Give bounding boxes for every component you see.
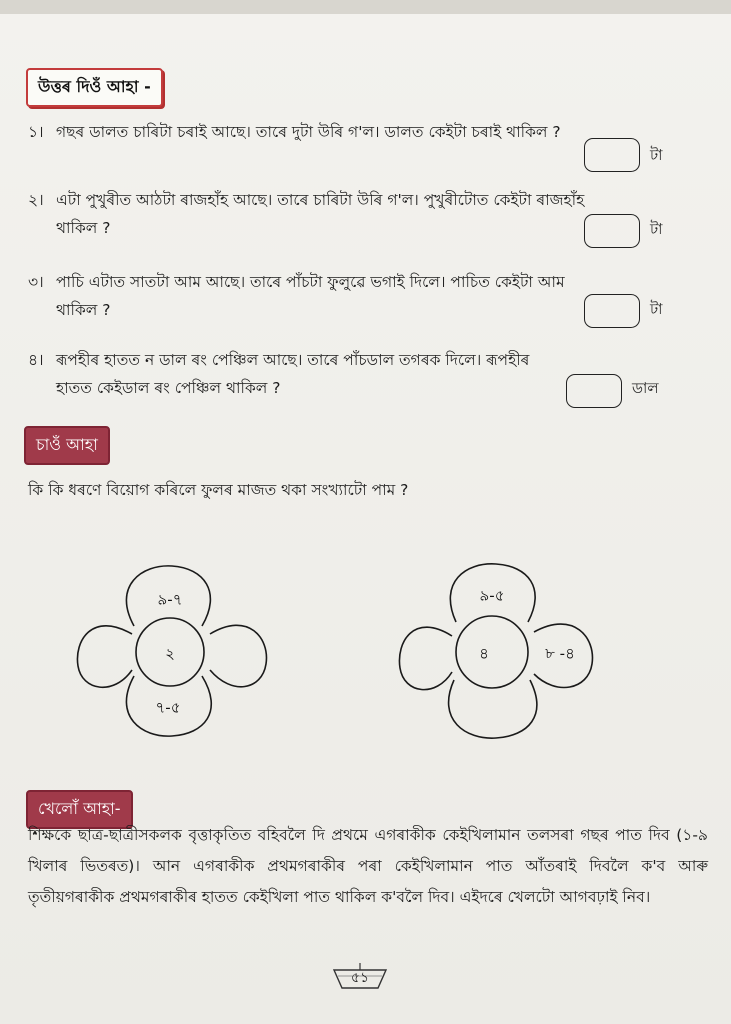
question-number: ১। xyxy=(28,123,44,141)
question-text-cont: থাকিল ? xyxy=(56,219,111,237)
activity-paragraph: শিক্ষকে ছাত্ৰ-ছাত্ৰীসকলক বৃত্তাকৃতিত বহিবলৈ দি প্ৰথমে এগৰাকীক কেইখিলামান তলসৰা গছৰ পাত দিব (১-৯ খিলাৰ ভিতৰত)। আন এগৰাকীক প্ৰথমগৰাকীৰ পৰা কেইখিলামান পাত আঁতৰাই দিবলৈ ক'ব আৰু তৃতীয়গৰাকীক প্ৰথমগৰাকীৰ হাতত কেইখিলা পাত থাকিল ক'বলৈ দিব। এইদৰে খেলটো আগবঢ়াই নিব। xyxy=(28,826,708,906)
petal-right xyxy=(210,625,266,686)
flower-diagram-1 xyxy=(72,556,272,750)
page-number-badge xyxy=(330,962,390,992)
petal-top-label: ৯-৭ xyxy=(157,590,183,609)
answer-box-2[interactable] xyxy=(584,214,640,248)
question-1 xyxy=(28,118,628,146)
question-text-cont: হাতত কেইডাল ৰং পেঞ্চিল থাকিল ? xyxy=(56,379,281,397)
answer-box-4[interactable] xyxy=(566,374,622,408)
question-text: এটা পুখুৰীত আঠটা ৰাজহাঁহ আছে। তাৰে চাৰিটা উৰি গ'ল। পুখুৰীটোত কেইটা ৰাজহাঁহ xyxy=(56,191,585,209)
answer-box-3[interactable] xyxy=(584,294,640,328)
section-title-look: চাওঁ আহা xyxy=(24,426,110,465)
petal-left xyxy=(77,626,132,687)
answer-unit-2: টা xyxy=(650,220,663,238)
center-number: ২ xyxy=(165,644,175,663)
section-title-answer: উত্তৰ দিওঁ আহা - xyxy=(26,68,163,107)
answer-unit-1: টা xyxy=(650,146,663,164)
petal-right-label: ৮ -৪ xyxy=(545,644,575,663)
petal-left xyxy=(399,627,452,689)
answer-box-1[interactable] xyxy=(584,138,640,172)
answer-unit-3: টা xyxy=(650,300,663,318)
flower-prompt: কি কি ধৰণে বিয়োগ কৰিলে ফুলৰ মাজত থকা সংখ্যাটো পাম ? xyxy=(28,481,409,499)
flower-diagram-2 xyxy=(396,556,596,750)
flower-center xyxy=(456,616,528,688)
answer-unit-4: ডাল xyxy=(632,379,659,397)
page-number: ৫১ xyxy=(350,970,370,986)
center-number: ৪ xyxy=(479,644,489,663)
question-number: ৪। xyxy=(28,351,44,369)
question-4 xyxy=(28,346,628,402)
question-text: ৰূপহীৰ হাতত ন ডাল ৰং পেঞ্চিল আছে। তাৰে পাঁচডাল তগৰক দিলে। ৰূপহীৰ xyxy=(56,351,530,369)
question-2 xyxy=(28,186,628,242)
page-top-edge xyxy=(0,0,731,14)
question-text-cont: থাকিল ? xyxy=(56,301,111,319)
question-number: ৩। xyxy=(28,273,44,291)
question-text: গছৰ ডালত চাৰিটা চৰাই আছে। তাৰে দুটা উৰি গ'ল। ডালত কেইটা চৰাই থাকিল ? xyxy=(56,123,561,141)
question-text: পাচি এটাত সাতটা আম আছে। তাৰে পাঁচটা ফুলুৱে ভগাই দিলে। পাচিত কেইটা আম xyxy=(56,273,565,291)
question-3 xyxy=(28,268,628,324)
section-title-play: খেলোঁ আহা- xyxy=(26,790,133,829)
petal-top-label: ৯-৫ xyxy=(479,586,505,605)
question-number: ২। xyxy=(28,191,44,209)
petal-bottom-label: ৭-৫ xyxy=(155,698,181,717)
